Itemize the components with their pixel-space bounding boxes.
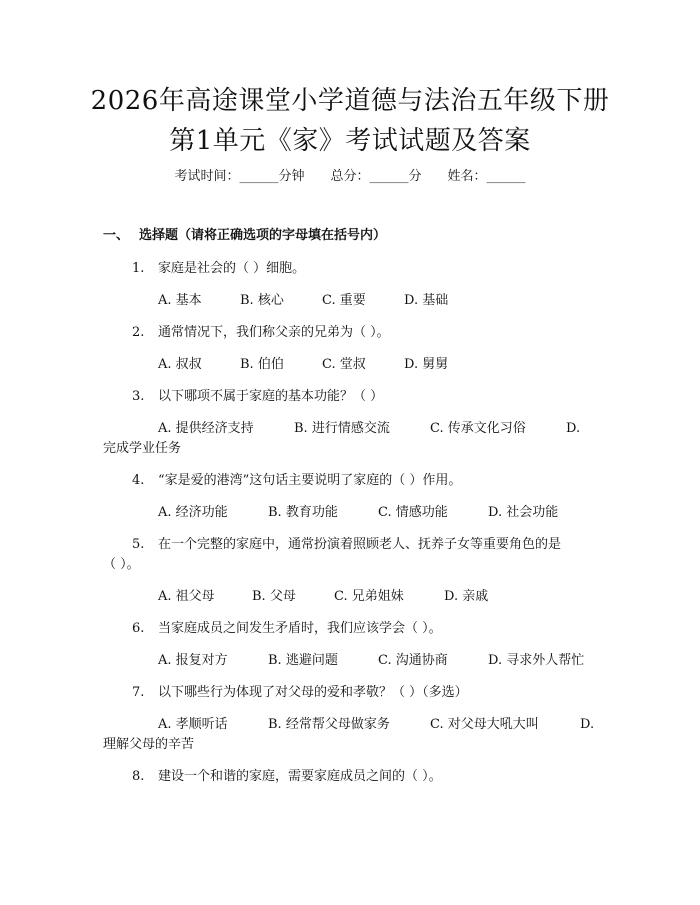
question-text: 以下哪些行为体现了对父母的爱和孝敬？（ ）（多选） xyxy=(158,685,468,700)
option-d: D. 舅舅 xyxy=(404,357,449,372)
question-7 xyxy=(132,682,602,704)
question-number: 1. xyxy=(132,261,145,276)
option-d: D. 亲戚 xyxy=(444,589,489,604)
option-d-continued: 理解父母的辛苦 xyxy=(103,737,195,752)
question-4 xyxy=(132,470,602,492)
question-number: 6. xyxy=(132,621,145,636)
question-number: 4. xyxy=(132,473,145,488)
option-b: B. 进行情感交流 xyxy=(294,421,390,436)
question-number: 2. xyxy=(132,325,145,340)
option-c: C. 重要 xyxy=(322,293,366,308)
option-b: B. 伯伯 xyxy=(240,357,284,372)
question-number: 7. xyxy=(132,685,145,700)
option-b: B. 父母 xyxy=(252,589,296,604)
question-text: 建设一个和谐的家庭，需要家庭成员之间的（ ）。 xyxy=(158,769,442,784)
exam-title-line2: 第1单元《家》考试试题及答案 xyxy=(169,126,531,156)
question-text: 家庭是社会的（ ）细胞。 xyxy=(158,261,306,276)
question-text: 通常情况下，我们称父亲的兄弟为（ ）。 xyxy=(158,325,390,340)
question-text: “家是爱的港湾”这句话主要说明了家庭的（ ）作用。 xyxy=(158,473,462,488)
question-3-options xyxy=(158,418,580,440)
question-number: 8. xyxy=(132,769,145,784)
option-b: B. 经常帮父母做家务 xyxy=(268,717,390,732)
section-title: 选择题（请将正确选项的字母填在括号内） xyxy=(139,228,387,243)
exam-time-field: 考试时间：______分钟 xyxy=(174,169,305,184)
question-8 xyxy=(132,766,602,788)
option-d: D. 寻求外人帮忙 xyxy=(488,653,585,668)
option-c: C. 堂叔 xyxy=(322,357,366,372)
question-3 xyxy=(132,386,602,408)
question-1 xyxy=(132,258,602,280)
option-d-continued: 完成学业任务 xyxy=(103,441,182,456)
option-c: C. 对父母大吼大叫 xyxy=(430,717,539,732)
option-a: A. 祖父母 xyxy=(158,589,215,604)
option-c: C. 传承文化习俗 xyxy=(430,421,526,436)
question-2-options xyxy=(158,354,448,376)
question-1-options xyxy=(158,290,448,312)
total-score-field: 总分：______分 xyxy=(330,169,422,184)
question-number: 5. xyxy=(132,537,145,552)
option-a: A. 报复对方 xyxy=(158,653,228,668)
option-d: D. 基础 xyxy=(404,293,449,308)
question-text: 在一个完整的家庭中，通常扮演着照顾老人、抚养子女等重要角色的是 xyxy=(158,537,562,552)
question-6 xyxy=(132,618,602,640)
question-6-options xyxy=(158,650,584,672)
option-c: C. 兄弟姐妹 xyxy=(334,589,404,604)
student-name-field: 姓名：______ xyxy=(447,169,526,184)
question-7-options xyxy=(158,714,594,736)
option-b: B. 逃避问题 xyxy=(268,653,338,668)
question-text: 当家庭成员之间发生矛盾时，我们应该学会（ ）。 xyxy=(158,621,442,636)
option-b: B. 核心 xyxy=(240,293,284,308)
option-d: D. xyxy=(566,421,581,436)
question-number: 3. xyxy=(132,389,145,404)
exam-meta xyxy=(0,168,700,186)
section-number: 一、 xyxy=(103,228,130,243)
question-5 xyxy=(132,534,602,556)
section-heading xyxy=(103,227,386,245)
option-a: A. 经济功能 xyxy=(158,505,228,520)
option-a: A. 孝顺听话 xyxy=(158,717,228,732)
option-c: C. 沟通协商 xyxy=(378,653,448,668)
question-text: 以下哪项不属于家庭的基本功能？（ ） xyxy=(158,389,384,404)
option-b: B. 教育功能 xyxy=(268,505,338,520)
option-a: A. 叔叔 xyxy=(158,357,202,372)
question-5-continued: （ ）。 xyxy=(103,557,140,572)
question-5-options xyxy=(158,586,488,608)
option-a: A. 提供经济支持 xyxy=(158,421,254,436)
option-d: D. 社会功能 xyxy=(488,505,559,520)
question-4-options xyxy=(158,502,558,524)
option-c: C. 情感功能 xyxy=(378,505,448,520)
option-a: A. 基本 xyxy=(158,293,202,308)
exam-title-line1: 2026年高途课堂小学道德与法治五年级下册 xyxy=(90,86,610,116)
option-d: D. xyxy=(580,717,595,732)
question-2 xyxy=(132,322,602,344)
